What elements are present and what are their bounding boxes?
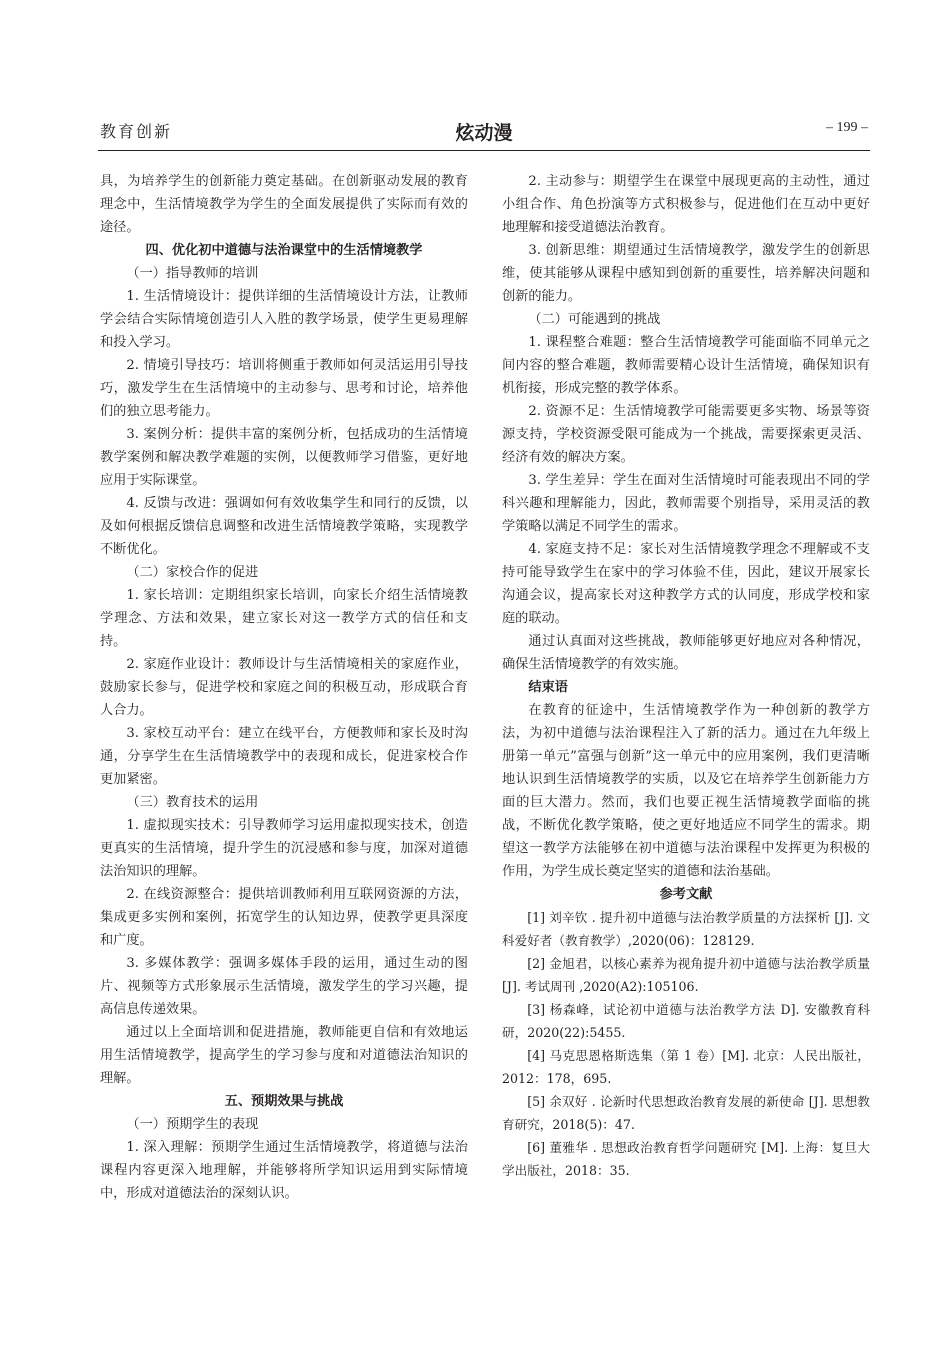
reference-item: [4] 马克思恩格斯选集（第 1 卷）[M]. 北京：人民出版社，2012：178，695. <box>502 1048 870 1086</box>
right-column <box>502 170 870 1182</box>
page-header <box>98 118 870 148</box>
section-heading: 四、优化初中道德与法治课堂中的生活情境教学 <box>145 243 423 258</box>
reference-item: [6] 董雅华 . 思想政治教育哲学问题研究 [M]. 上海：复旦大学出版社，2018：35. <box>502 1140 870 1178</box>
page-number: – 199 – <box>826 120 868 135</box>
subsection-heading: （一）预期学生的表现 <box>126 1117 259 1132</box>
paragraph: 3. 家校互动平台：建立在线平台，方便教师和家长及时沟通，分享学生在生活情境教学中的表现和成长，促进家校合作更加紧密。 <box>100 726 468 787</box>
author-name: 炫动漫 <box>455 122 513 144</box>
paragraph: 具，为培养学生的创新能力奠定基础。在创新驱动发展的教育理念中，生活情境教学为学生的全面发展提供了实际而有效的途径。 <box>100 174 468 235</box>
reference-item: [1] 刘辛钦 . 提升初中道德与法治教学质量的方法探析 [J]. 文科爱好者（教育教学）,2020(06)：128129. <box>502 910 870 948</box>
subsection-heading: （二）可能遇到的挑战 <box>528 312 661 327</box>
paragraph: 2. 在线资源整合：提供培训教师利用互联网资源的方法，集成更多实例和案例，拓宽学生的认知边界，使教学更具深度和广度。 <box>100 887 468 948</box>
conclusion-heading: 结束语 <box>528 680 568 695</box>
paragraph: 通过以上全面培训和促进措施，教师能更自信和有效地运用生活情境教学，提高学生的学习参与度和对道德法治知识的理解。 <box>100 1025 468 1086</box>
paragraph: 在教育的征途中，生活情境教学作为一种创新的教学方法，为初中道德与法治课程注入了新的活力。通过在九年级上册第一单元”富强与创新”这一单元中的应用案例，我们更清晰地认识到生活情境教学的实质，以及它在培养学生创新能力方面的巨大潜力。然而，我们也要正视生活情境教学面临的挑战，不断优化教学策略，使之更好地适应不同学生的需求。期望这一教学方法能够在初中道德与法治课程中发挥更为积极的作用，为学生成长奠定坚实的道德和法治基础。 <box>502 703 870 879</box>
paragraph: 2. 资源不足：生活情境教学可能需要更多实物、场景等资源支持，学校资源受限可能成为一个挑战，需要探索更灵活、经济有效的解决方案。 <box>502 404 870 465</box>
paragraph: 4. 家庭支持不足：家长对生活情境教学理念不理解或不支持可能导致学生在家中的学习体验不佳，因此，建议开展家长沟通会议，提高家长对这种教学方式的认同度，形成学校和家庭的联动。 <box>502 542 870 626</box>
paragraph: 1. 深入理解：预期学生通过生活情境教学，将道德与法治课程内容更深入地理解，并能够将所学知识运用到实际情境中，形成对道德法治的深刻认识。 <box>100 1140 468 1201</box>
left-column <box>100 170 468 1205</box>
paragraph: 1. 家长培训：定期组织家长培训，向家长介绍生活情境教学理念、方法和效果，建立家长对这一教学方式的信任和支持。 <box>100 588 468 649</box>
subsection-heading: （三）教育技术的运用 <box>126 795 259 810</box>
paragraph: 1. 虚拟现实技术：引导教师学习运用虚拟现实技术，创造更真实的生活情境，提升学生的沉浸感和参与度，加深对道德法治知识的理解。 <box>100 818 468 879</box>
paragraph: 1. 生活情境设计：提供详细的生活情境设计方法，让教师学会结合实际情境创造引人入胜的教学场景，使学生更易理解和投入学习。 <box>100 289 468 350</box>
paragraph: 1. 课程整合难题：整合生活情境教学可能面临不同单元之间内容的整合难题，教师需要精心设计生活情境，确保知识有机衔接，形成完整的教学体系。 <box>502 335 870 396</box>
paragraph: 2. 情境引导技巧：培训将侧重于教师如何灵活运用引导技巧，激发学生在生活情境中的主动参与、思考和讨论，培养他们的独立思考能力。 <box>100 358 468 419</box>
journal-section-name: 教育创新 <box>100 122 173 141</box>
paragraph: 通过认真面对这些挑战，教师能够更好地应对各种情况，确保生活情境教学的有效实施。 <box>502 634 870 672</box>
references-heading: 参考文献 <box>659 887 713 902</box>
paragraph: 3. 多媒体教学：强调多媒体手段的运用，通过生动的图片、视频等方式形象展示生活情境，激发学生的学习兴趣，提高信息传递效果。 <box>100 956 468 1017</box>
subsection-heading: （一）指导教师的培训 <box>126 266 259 281</box>
paragraph: 4. 反馈与改进：强调如何有效收集学生和同行的反馈，以及如何根据反馈信息调整和改进生活情境教学策略，实现教学不断优化。 <box>100 496 468 557</box>
reference-item: [5] 余双好 . 论新时代思想政治教育发展的新使命 [J]. 思想教育研究，2018(5)：47. <box>502 1094 870 1132</box>
paragraph: 3. 创新思维：期望通过生活情境教学，激发学生的创新思维，使其能够从课程中感知到创新的重要性，培养解决问题和创新的能力。 <box>502 243 870 304</box>
paragraph: 2. 主动参与：期望学生在课堂中展现更高的主动性，通过小组合作、角色扮演等方式积极参与，促进他们在互动中更好地理解和接受道德法治教育。 <box>502 174 870 235</box>
section-heading: 五、预期效果与挑战 <box>224 1094 344 1109</box>
subsection-heading: （二）家校合作的促进 <box>126 565 259 580</box>
paragraph: 2. 家庭作业设计：教师设计与生活情境相关的家庭作业，鼓励家长参与，促进学校和家庭之间的积极互动，形成联合育人合力。 <box>100 657 468 718</box>
reference-item: [3] 杨森峰，试论初中道德与法治教学方法 D]. 安徽教育科研，2020(22):5455. <box>502 1002 870 1040</box>
reference-item: [2] 金旭君，以核心素养为视角提升初中道德与法治教学质量 [J]. 考试周刊 ,2020(A2):105106. <box>502 956 870 994</box>
paragraph: 3. 案例分析：提供丰富的案例分析，包括成功的生活情境教学案例和解决教学难题的实例，以便教师学习借鉴，更好地应用于实际课堂。 <box>100 427 468 488</box>
header-rule <box>98 150 870 151</box>
paragraph: 3. 学生差异：学生在面对生活情境时可能表现出不同的学科兴趣和理解能力，因此，教师需要个别指导，采用灵活的教学策略以满足不同学生的需求。 <box>502 473 870 534</box>
